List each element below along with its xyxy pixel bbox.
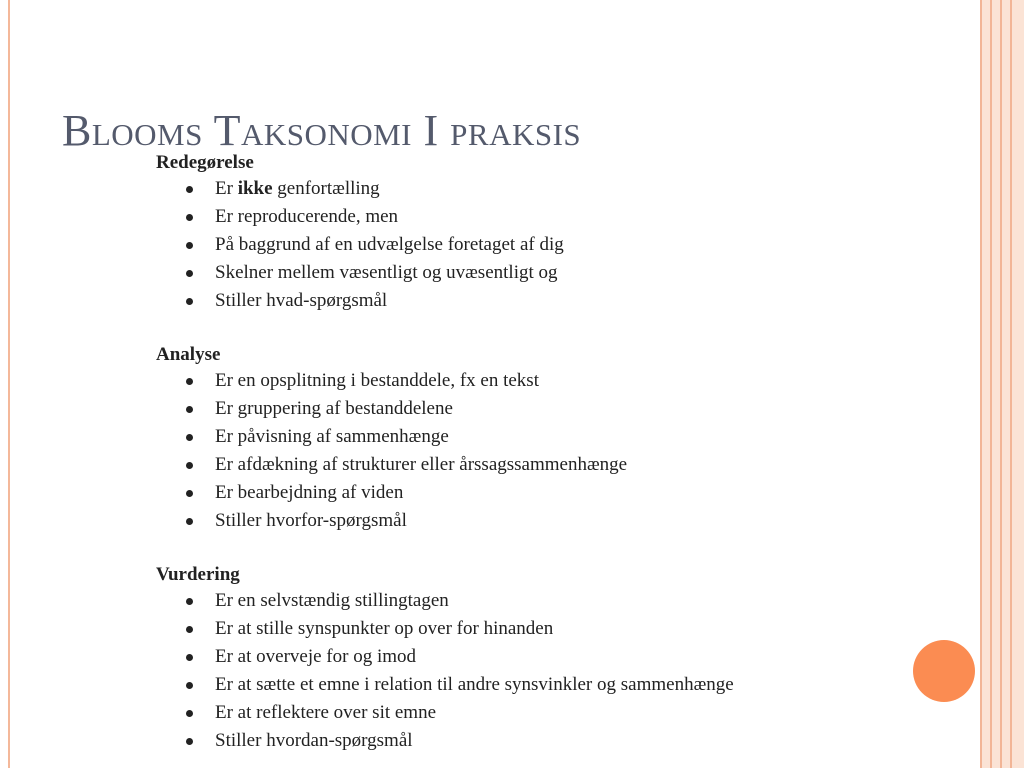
section-heading: Analyse [156, 344, 221, 365]
list-item: Er at sætte et emne i relation til andre synsvinkler og sammenhænge [156, 671, 896, 699]
list-item: På baggrund af en udvælgelse foretaget af dig [156, 231, 896, 259]
slide-title: Blooms Taksonomi I praksis [62, 106, 582, 155]
list-item: Er gruppering af bestanddelene [156, 395, 896, 423]
section-heading: Vurdering [156, 564, 240, 585]
list-item: Er afdækning af strukturer eller årssagssammenhænge [156, 451, 896, 479]
item-text: Er [215, 178, 238, 199]
section-analyse [156, 342, 896, 535]
slide-content [156, 150, 896, 755]
list-item: Er påvisning af sammenhænge [156, 423, 896, 451]
list-item: Er bearbejdning af viden [156, 479, 896, 507]
list-item: Er reproducerende, men [156, 203, 896, 231]
bullet-list [156, 175, 896, 315]
emphasis-text: ikke [237, 178, 273, 199]
list-item: Er at reflektere over sit emne [156, 699, 896, 727]
orange-circle-decoration [913, 640, 975, 702]
section-redegorelse [156, 150, 896, 315]
list-item: Stiller hvorfor-spørgsmål [156, 507, 896, 535]
section-heading: Redegørelse [156, 152, 254, 173]
list-item: Er at stille synspunkter op over for hinanden [156, 615, 896, 643]
right-stripe-decoration [977, 0, 1024, 768]
list-item [156, 175, 896, 203]
list-item: Er en selvstændig stillingtagen [156, 587, 896, 615]
list-item: Er en opsplitning i bestanddele, fx en tekst [156, 367, 896, 395]
bullet-list [156, 587, 896, 755]
list-item: Er at overveje for og imod [156, 643, 896, 671]
list-item: Skelner mellem væsentligt og uvæsentligt og [156, 259, 896, 287]
bullet-list [156, 367, 896, 535]
section-vurdering [156, 562, 896, 755]
list-item: Stiller hvad-spørgsmål [156, 287, 896, 315]
left-border-line [8, 0, 10, 768]
list-item: Stiller hvordan-spørgsmål [156, 727, 896, 755]
item-text: genfortælling [272, 178, 380, 199]
